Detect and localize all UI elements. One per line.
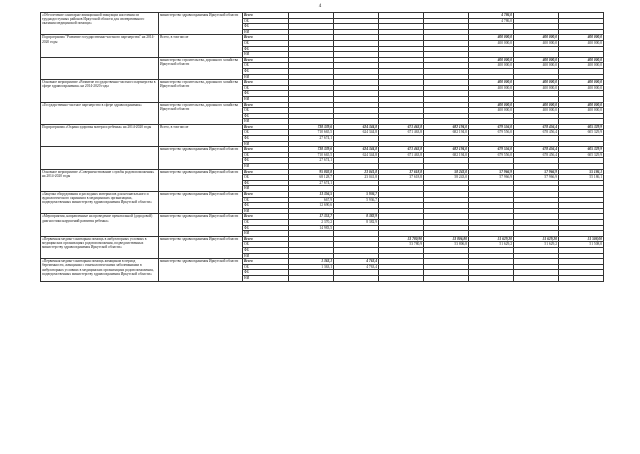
amount-cell: 400 000,0 <box>514 57 559 63</box>
program-title-cell <box>41 147 159 169</box>
budget-table-body <box>41 13 604 282</box>
funding-source-cell: Всего <box>243 124 289 130</box>
amount-cell: 400 000,0 <box>469 102 514 108</box>
amount-cell: 8 382,9 <box>334 214 379 220</box>
budget-table <box>40 12 604 282</box>
funding-source-cell: ОБ <box>243 197 289 203</box>
program-title-cell: «Обеспечение санитарно-авиационной эвакуации населения из труднодоступных районов Иркутской области для своевременного оказания медицинской помощи» <box>41 13 159 35</box>
amount-cell: 58 243,0 <box>424 169 469 175</box>
funding-source-cell: Всего <box>243 214 289 220</box>
amount-cell: 4 763,4 <box>334 264 379 270</box>
amount-cell: 27 674,1 <box>289 158 334 164</box>
amount-cell: 51 629,20 <box>469 236 514 242</box>
funding-source-cell: НИ <box>243 164 289 170</box>
amount-cell: 710 665,5 <box>289 152 334 158</box>
funding-source-cell: НИ <box>243 52 289 58</box>
amount-cell: 55 186,1 <box>559 169 604 175</box>
amount-cell: 400 000,0 <box>469 40 514 46</box>
amount-cell: 400 000,0 <box>514 85 559 91</box>
amount-cell: 51 629,2 <box>469 242 514 248</box>
amount-cell <box>469 275 514 281</box>
amount-cell: 400 000,0 <box>514 35 559 41</box>
amount-cell: 624 344,8 <box>334 130 379 136</box>
amount-cell: 53 806,80 <box>424 236 469 242</box>
funding-source-cell: ОБ <box>243 108 289 114</box>
responsible-cell: Всего, в том числе <box>159 35 243 57</box>
funding-source-cell: ФБ <box>243 180 289 186</box>
amount-cell: 53 780,90 <box>379 236 424 242</box>
amount-cell: 53 806,8 <box>424 242 469 248</box>
amount-cell <box>424 275 469 281</box>
amount-cell: 605 329,9 <box>559 152 604 158</box>
funding-source-cell: ОБ <box>243 152 289 158</box>
funding-source-cell: Всего <box>243 80 289 86</box>
amount-cell: 682 194,0 <box>424 147 469 153</box>
amount-cell: 17 353,7 <box>289 214 334 220</box>
amount-cell: 682 194,0 <box>424 124 469 130</box>
funding-source-cell: ОБ <box>243 130 289 136</box>
amount-cell: 400 000,0 <box>514 40 559 46</box>
amount-cell: 710 665,5 <box>289 130 334 136</box>
amount-cell: 400 000,0 <box>559 35 604 41</box>
funding-source-cell: ФБ <box>243 46 289 52</box>
funding-source-cell: ФБ <box>243 113 289 119</box>
amount-cell: 27 674,1 <box>289 180 334 186</box>
funding-source-cell: Всего <box>243 147 289 153</box>
amount-cell: 400 000,0 <box>514 102 559 108</box>
amount-cell: 400 000,0 <box>469 35 514 41</box>
funding-source-cell: ОБ <box>243 242 289 248</box>
amount-cell: 679 556,0 <box>469 152 514 158</box>
amount-cell: 2 370,2 <box>289 219 334 225</box>
amount-cell: 5 936,7 <box>334 197 379 203</box>
amount-cell: 400 000,0 <box>514 108 559 114</box>
amount-cell: 624 344,8 <box>334 152 379 158</box>
funding-source-cell: ФБ <box>243 24 289 30</box>
funding-source-cell: НИ <box>243 29 289 35</box>
program-title-cell: «Государственно-частное партнерство в сфере здравоохранения» <box>41 102 159 124</box>
funding-source-cell: НИ <box>243 186 289 192</box>
amount-cell: 57 966,9 <box>469 169 514 175</box>
amount-cell: 1 363,1 <box>289 264 334 270</box>
amount-cell: 400 000,0 <box>559 85 604 91</box>
amount-cell: 51 508,00 <box>559 236 604 242</box>
funding-source-cell: Всего <box>243 57 289 63</box>
amount-cell: 95 802,8 <box>289 169 334 175</box>
funding-source-cell: ФБ <box>243 247 289 253</box>
amount-cell: 4 786,0 <box>469 18 514 24</box>
amount-cell: 400 000,0 <box>559 57 604 63</box>
funding-source-cell: ФБ <box>243 225 289 231</box>
funding-source-cell: ОБ <box>243 63 289 69</box>
funding-source-cell: Всего <box>243 35 289 41</box>
amount-cell: 8 382,9 <box>334 219 379 225</box>
amount-cell: 400 000,0 <box>514 80 559 86</box>
amount-cell: 678 456,4 <box>514 124 559 130</box>
responsible-cell: министерство здравоохранения Иркутской области <box>159 147 243 169</box>
amount-cell: 605 329,9 <box>559 130 604 136</box>
amount-cell: 400 000,0 <box>559 102 604 108</box>
amount-cell: 624 344,8 <box>334 124 379 130</box>
funding-source-cell: Всего <box>243 13 289 19</box>
responsible-cell: министерство строительства, дорожного хозяйства Иркутской области <box>159 80 243 102</box>
amount-cell: 57 966,9 <box>514 169 559 175</box>
amount-cell <box>379 275 424 281</box>
funding-source-cell: ОБ <box>243 18 289 24</box>
amount-cell: 605 329,9 <box>559 147 604 153</box>
amount-cell: 5 936,7 <box>334 192 379 198</box>
amount-cell: 679 556,0 <box>469 147 514 153</box>
amount-cell: 400 000,0 <box>559 80 604 86</box>
amount-cell: 682 194,0 <box>424 152 469 158</box>
responsible-cell: министерство здравоохранения Иркутской области <box>159 169 243 191</box>
amount-cell <box>559 275 604 281</box>
responsible-cell: министерство строительства, дорожного хозяйства Иркутской области <box>159 102 243 124</box>
amount-cell: 738 339,6 <box>289 147 334 153</box>
funding-source-cell: НИ <box>243 208 289 214</box>
amount-cell: 400 000,0 <box>469 108 514 114</box>
funding-source-cell: ОБ <box>243 175 289 181</box>
funding-source-cell: НИ <box>243 275 289 281</box>
amount-cell: 4 786,0 <box>469 13 514 19</box>
amount-cell: 678 456,4 <box>514 152 559 158</box>
amount-cell: 13 356,5 <box>289 192 334 198</box>
funding-source-cell: ФБ <box>243 270 289 276</box>
amount-cell: 400 000,0 <box>469 57 514 63</box>
amount-cell: 57 966,9 <box>469 175 514 181</box>
amount-cell: 400 000,0 <box>559 40 604 46</box>
amount-cell: 400 000,0 <box>469 63 514 69</box>
amount-cell: 1 363,1 <box>289 259 334 265</box>
funding-source-cell: Всего <box>243 102 289 108</box>
funding-source-cell: Всего <box>243 236 289 242</box>
amount-cell: 12 690,6 <box>289 203 334 209</box>
amount-cell: 400 000,0 <box>559 108 604 114</box>
program-title-cell: «Первичная медико-санитарная помощь женщинам в период беременности, женщинам с гинекологическими заболеваниями в амбулаторных условиях в медицинских организациях родовспоможения, подведомственных министерству здравоохранения Иркутской области» <box>41 259 159 281</box>
funding-source-cell: ФБ <box>243 203 289 209</box>
funding-source-cell: Всего <box>243 169 289 175</box>
page-number: 4 <box>318 4 322 9</box>
amount-cell: 679 556,0 <box>469 124 514 130</box>
funding-source-cell: Всего <box>243 259 289 265</box>
funding-source-cell: НИ <box>243 119 289 125</box>
amount-cell: 667,9 <box>289 197 334 203</box>
funding-source-cell: ФБ <box>243 91 289 97</box>
responsible-cell: Всего, в том числе <box>159 124 243 146</box>
program-title-cell: Подпрограмма "Развитие государственно-частного партнерства" на 2014-2020 годы <box>41 35 159 57</box>
amount-cell <box>514 275 559 281</box>
amount-cell: 23 041,8 <box>334 169 379 175</box>
program-title-cell: «Закупка оборудования и расходных материалов для неонатального и аудиологического скрининга в медицинских организациях, подведомственных министерству здравоохранения Иркутской области» <box>41 192 159 214</box>
funding-source-cell: ФБ <box>243 68 289 74</box>
program-title-cell: Подпрограмма «Охрана здоровья матери и ребенка» на 2014-2020 годы <box>41 124 159 146</box>
responsible-cell: министерство здравоохранения Иркутской области <box>159 259 243 281</box>
amount-cell: 671 463,8 <box>379 130 424 136</box>
responsible-cell: министерство здравоохранения Иркутской области <box>159 192 243 214</box>
amount-cell: 678 456,4 <box>514 147 559 153</box>
amount-cell: 57 966,9 <box>514 175 559 181</box>
funding-source-cell: Всего <box>243 192 289 198</box>
funding-source-cell: ОБ <box>243 85 289 91</box>
program-title-cell: Основное мероприятие «Развитие государственно-частного партнерства в сфере здравоохранения» на 2014-2020 годы <box>41 80 159 102</box>
funding-source-cell: НИ <box>243 253 289 259</box>
responsible-cell: министерство здравоохранения Иркутской области <box>159 13 243 35</box>
amount-cell: 679 556,0 <box>469 130 514 136</box>
amount-cell: 605 329,9 <box>559 124 604 130</box>
amount-cell <box>334 275 379 281</box>
amount-cell: 58 243,0 <box>424 175 469 181</box>
funding-source-cell: ФБ <box>243 136 289 142</box>
responsible-cell: министерство здравоохранения Иркутской области <box>159 214 243 236</box>
amount-cell: 4 763,4 <box>334 259 379 265</box>
funding-source-cell: НИ <box>243 96 289 102</box>
amount-cell: 37 618,8 <box>379 175 424 181</box>
amount-cell: 27 674,1 <box>289 136 334 142</box>
program-title-cell: Основное мероприятие «Совершенствование службы родовспоможения» на 2014-2020 годы <box>41 169 159 191</box>
program-title-cell <box>41 57 159 79</box>
amount-cell: 400 000,0 <box>559 63 604 69</box>
amount-cell: 51 629,20 <box>514 236 559 242</box>
amount-cell: 400 000,0 <box>469 80 514 86</box>
funding-source-cell: НИ <box>243 74 289 80</box>
funding-source-cell: НИ <box>243 141 289 147</box>
program-title-cell: «Первичная медико-санитарная помощь в амбулаторных условиях в медицинских организациях родовспоможения, подведомственных министерству здравоохранения Иркутской области» <box>41 236 159 258</box>
funding-source-cell: ОБ <box>243 219 289 225</box>
amount-cell: 53 780,9 <box>379 242 424 248</box>
amount-cell: 400 000,0 <box>469 85 514 91</box>
amount-cell: 738 339,6 <box>289 124 334 130</box>
amount-cell: 671 463,8 <box>379 152 424 158</box>
amount-cell: 14 983,5 <box>289 225 334 231</box>
amount-cell: 23 041,8 <box>334 175 379 181</box>
funding-source-cell: ОБ <box>243 40 289 46</box>
amount-cell: 68 128,7 <box>289 175 334 181</box>
amount-cell: 51 629,2 <box>514 242 559 248</box>
funding-source-cell: ФБ <box>243 158 289 164</box>
funding-source-cell: НИ <box>243 231 289 237</box>
responsible-cell: министерство здравоохранения Иркутской области <box>159 236 243 258</box>
responsible-cell: министерство строительства, дорожного хозяйства Иркутской области <box>159 57 243 79</box>
amount-cell: 678 456,4 <box>514 130 559 136</box>
amount-cell: 400 000,0 <box>514 63 559 69</box>
amount-cell: 55 186,1 <box>559 175 604 181</box>
funding-source-cell: ОБ <box>243 264 289 270</box>
amount-cell: 682 194,0 <box>424 130 469 136</box>
amount-cell: 624 344,8 <box>334 147 379 153</box>
amount-cell <box>289 275 334 281</box>
amount-cell: 51 508,0 <box>559 242 604 248</box>
program-title-cell: «Мероприятия, направленные на проведение пренатальной (дородовой) диагностики нарушений развития ребенка» <box>41 214 159 236</box>
amount-cell: 671 463,8 <box>379 124 424 130</box>
amount-cell: 37 618,8 <box>379 169 424 175</box>
amount-cell: 671 463,8 <box>379 147 424 153</box>
